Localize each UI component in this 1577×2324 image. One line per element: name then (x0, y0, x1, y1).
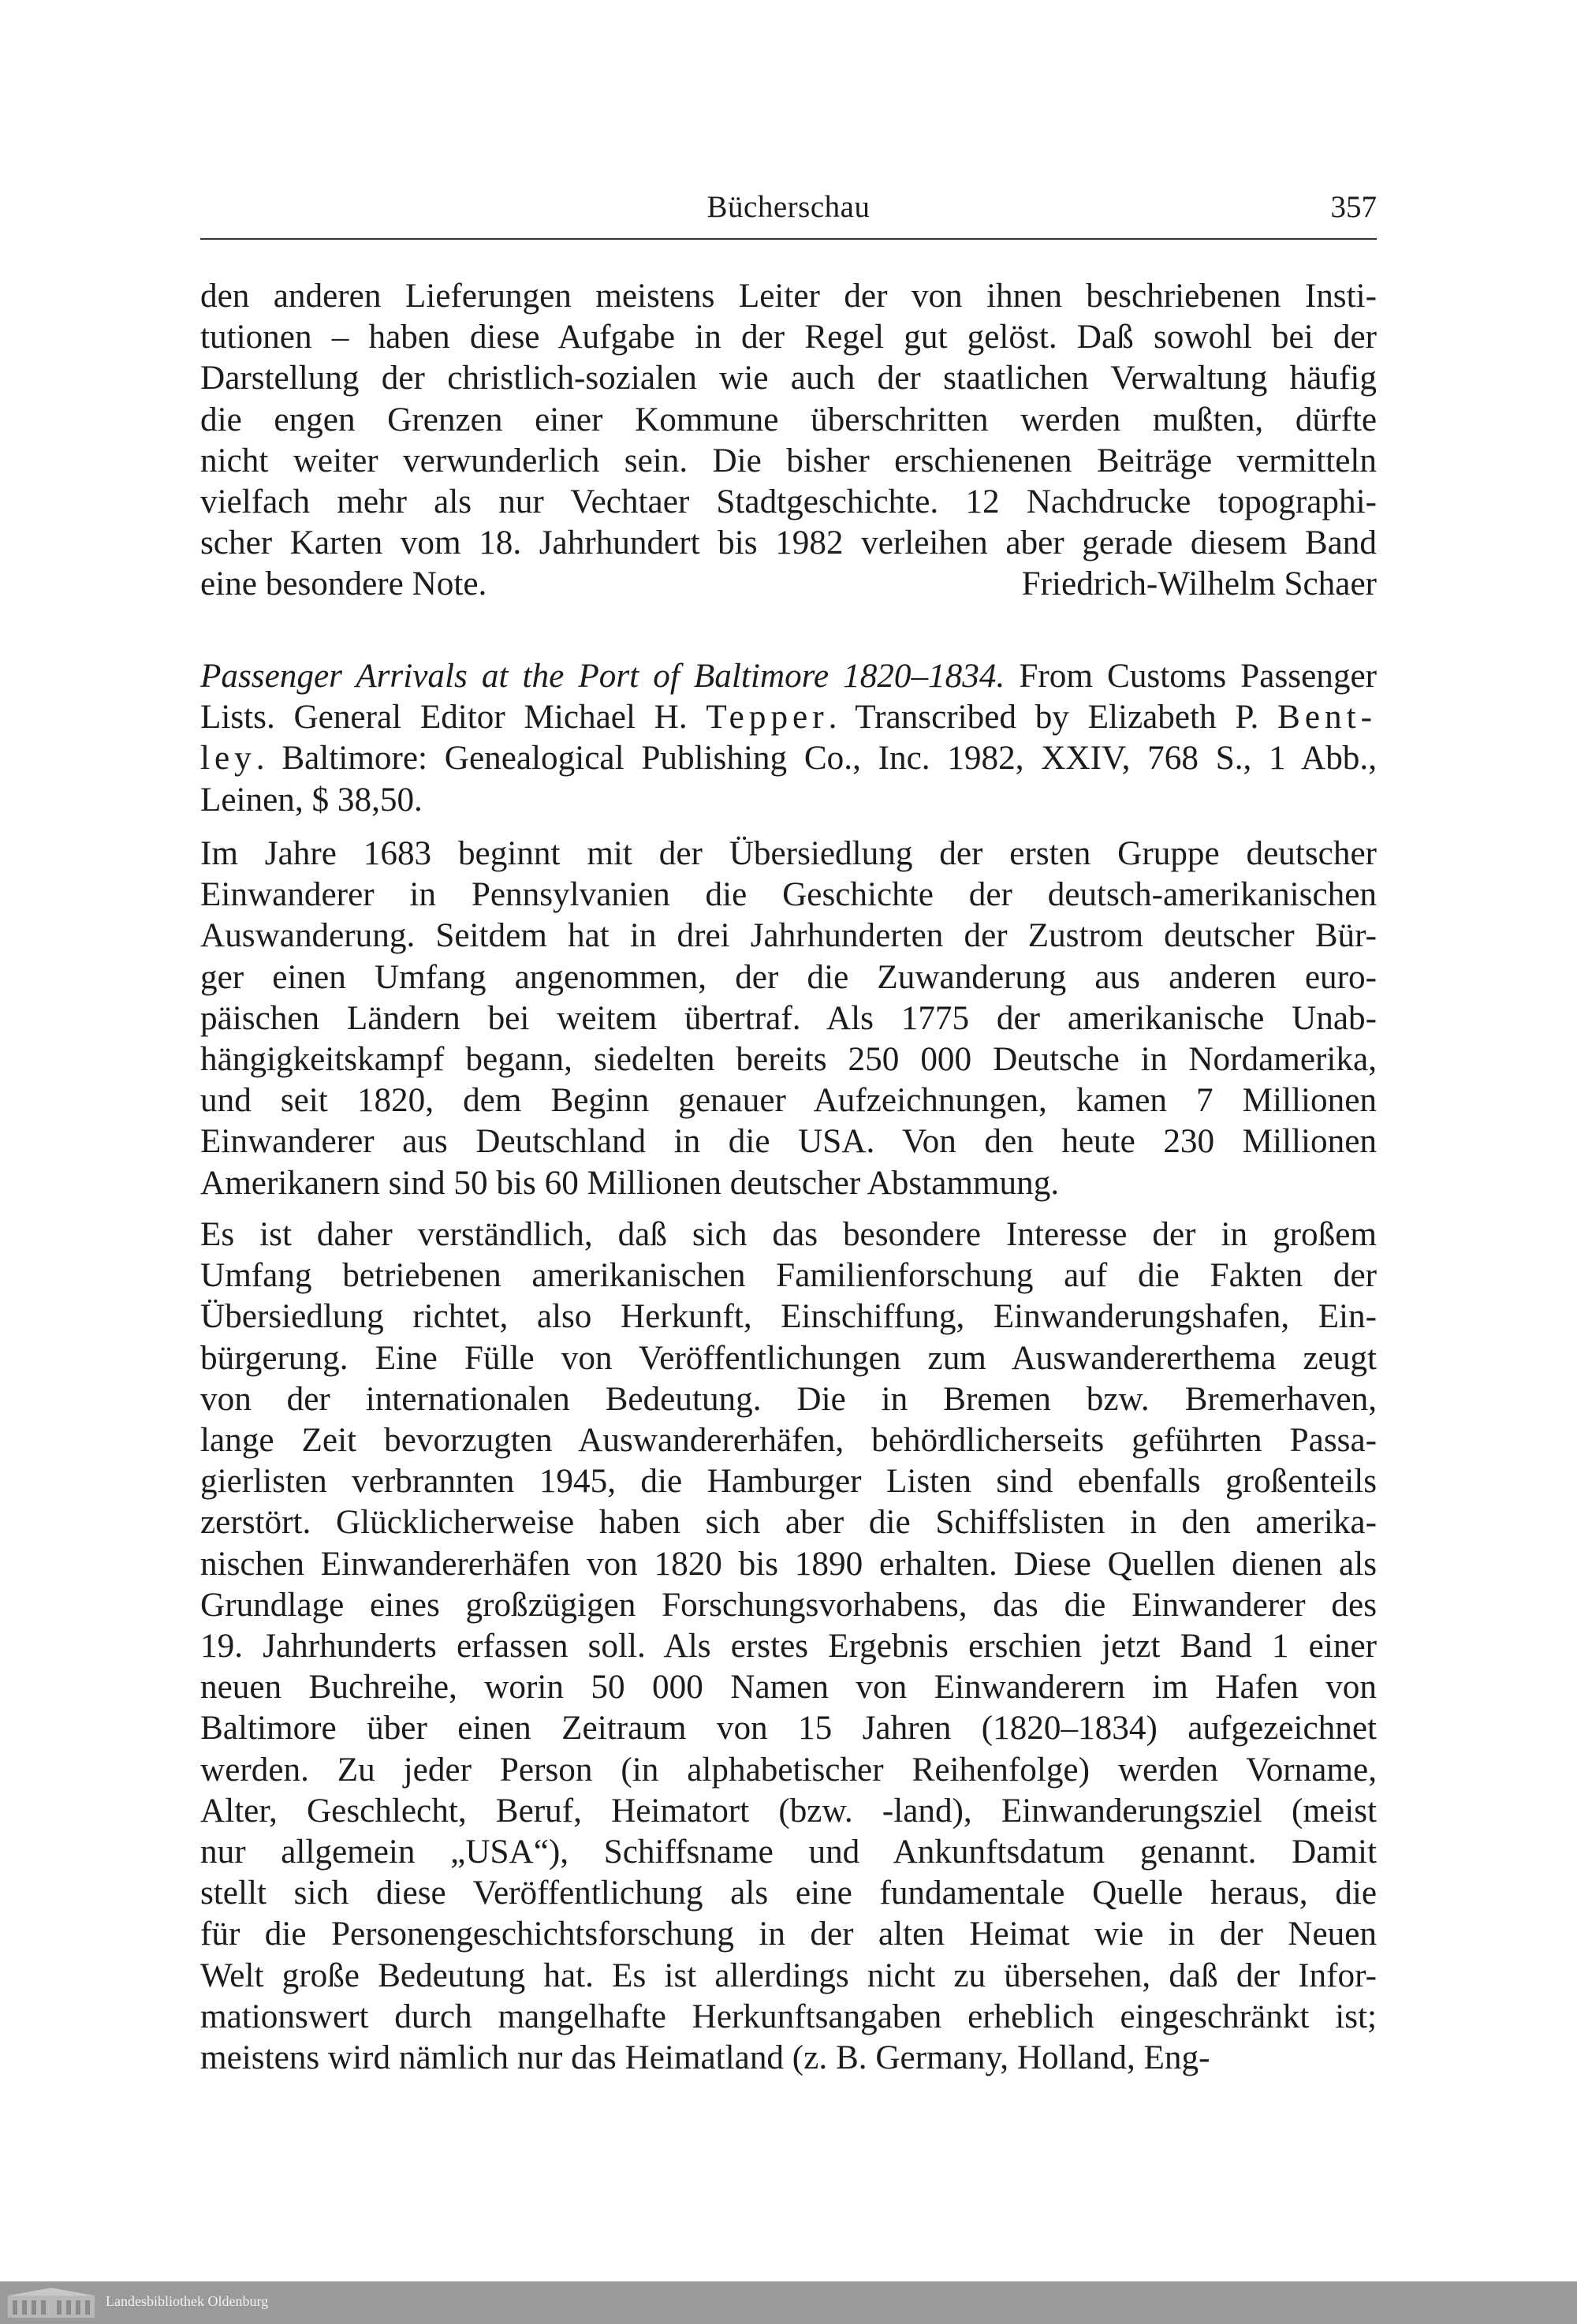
page (200, 185, 1377, 233)
text-line: bürgerung. Eine Fülle von Veröffentlichungen zum Auswandererthema zeugt (200, 1339, 1377, 1377)
text-line: päischen Ländern bei weitem übertraf. Als 1775 der amerikanische Unab- (200, 999, 1377, 1037)
text-line: Einwanderer aus Deutschland in die USA. Von den heute 230 Millionen (200, 1123, 1377, 1161)
citation-line (200, 697, 1377, 738)
text-line: Umfang betriebenen amerikanischen Familienforschung auf die Fakten der (200, 1257, 1377, 1295)
text-line: scher Karten vom 18. Jahrhundert bis 1982 verleihen aber gerade diesem Band (200, 524, 1377, 562)
text-line: stellt sich diese Veröffentlichung als eine fundamentale Quelle heraus, die (200, 1874, 1377, 1912)
text-line: Auswanderung. Seitdem hat in drei Jahrhunderten der Zustrom deutscher Bür- (200, 917, 1377, 955)
citation-text: . Transcribed by Elizabeth P. (828, 699, 1278, 737)
citation-text: . Baltimore: Genealogical Publishing Co., Inc. 1982, XXIV, 768 S., 1 Abb., (255, 740, 1377, 778)
text-line: gierlisten verbrannten 1945, die Hamburger Listen sind ebenfalls großenteils (200, 1463, 1377, 1501)
text-line: Es ist daher verständlich, daß sich das besondere Interesse der in großem (200, 1216, 1377, 1253)
review-paragraph-2 (200, 1214, 1377, 2079)
text-line: Baltimore über einen Zeitraum von 15 Jahren (1820–1834) aufgezeichnet (200, 1710, 1377, 1748)
text-line: nicht weiter verwunderlich sein. Die bisher erschienenen Beiträge vermitteln (200, 442, 1377, 479)
continuation-paragraph (200, 276, 1377, 606)
text-line: lange Zeit bevorzugten Auswandererhäfen, behördlicherseits geführten Passa- (200, 1422, 1377, 1460)
transcriber-surname: Bent- (1277, 699, 1377, 737)
editor-surname: Tepper (706, 699, 829, 737)
text-line: Im Jahre 1683 beginnt mit der Übersiedlung der ersten Gruppe deutscher (200, 835, 1377, 872)
text-line: Übersiedlung richtet, also Herkunft, Einschiffung, Einwanderungshafen, Ein- (200, 1298, 1377, 1336)
library-building-icon (8, 2288, 95, 2318)
reviewer-signature: Friedrich-Wilhelm Schaer (1021, 565, 1377, 603)
text-line: 19. Jahrhunderts erfassen soll. Als erstes Ergebnis erschien jetzt Band 1 einer (200, 1628, 1377, 1666)
header-rule (200, 238, 1377, 240)
text-line: Welt große Bedeutung hat. Es ist allerdings nicht zu übersehen, daß der Infor- (200, 1957, 1377, 1994)
book-citation (200, 656, 1377, 821)
text-line: und seit 1820, dem Beginn genauer Aufzeichnungen, kamen 7 Millionen (200, 1082, 1377, 1120)
transcriber-surname: ley (200, 740, 256, 778)
text-line: ger einen Umfang angenommen, der die Zuwanderung aus anderen euro- (200, 958, 1377, 996)
text-line: eine besondere Note. (200, 565, 487, 603)
review-paragraph-1 (200, 834, 1377, 1204)
text-line: nischen Einwandererhäfen von 1820 bis 1890 erhalten. Diese Quellen dienen als (200, 1545, 1377, 1583)
text-line: die engen Grenzen einer Kommune überschritten werden mußten, dürfte (200, 401, 1377, 438)
text-line: Amerikanern sind 50 bis 60 Millionen deutscher Abstammung. (200, 1164, 1060, 1202)
text-line: für die Personengeschichtsforschung in der alten Heimat wie in der Neuen (200, 1916, 1377, 1953)
citation-line (200, 738, 1377, 779)
text-line: tutionen – haben diese Aufgabe in der Regel gut gelöst. Daß sowohl bei der (200, 319, 1377, 356)
text-line: mationswert durch mangelhafte Herkunftsangaben erheblich eingeschränkt ist; (200, 1998, 1377, 2035)
book-title: Passenger Arrivals at the Port of Baltimore 1820–1834. (200, 658, 1005, 695)
page-number: 357 (1330, 190, 1377, 224)
text-line: nur allgemein „USA“), Schiffsname und Ankunftsdatum genannt. Damit (200, 1833, 1377, 1871)
library-footer (0, 2281, 1577, 2324)
text-line: Grundlage eines großzügigen Forschungsvorhabens, das die Einwanderer des (200, 1586, 1377, 1624)
citation-text: Lists. General Editor Michael H. (200, 699, 706, 737)
citation-line: Leinen, $ 38,50. (200, 781, 423, 819)
citation-line (200, 656, 1377, 697)
text-line: Alter, Geschlecht, Beruf, Heimatort (bzw. -land), Einwanderungsziel (meist (200, 1792, 1377, 1830)
text-line: Einwanderer in Pennsylvanien die Geschichte der deutsch-amerikanischen (200, 876, 1377, 914)
text-line: den anderen Lieferungen meistens Leiter der von ihnen beschriebenen Insti- (200, 278, 1377, 315)
library-name: Landesbibliothek Oldenburg (106, 2293, 269, 2309)
text-line: Darstellung der christlich-sozialen wie auch der staatlichen Verwaltung häufig (200, 360, 1377, 397)
text-line: werden. Zu jeder Person (in alphabetischer Reihenfolge) werden Vorname, (200, 1751, 1377, 1789)
citation-text: From Customs Passenger (1005, 658, 1377, 695)
text-line: zerstört. Glücklicherweise haben sich aber die Schiffslisten in den amerika- (200, 1504, 1377, 1542)
text-line: vielfach mehr als nur Vechtaer Stadtgeschichte. 12 Nachdrucke topographi- (200, 483, 1377, 521)
running-head-title: Bücherschau (706, 190, 871, 224)
running-head (200, 185, 1377, 233)
text-line: hängigkeitskampf begann, siedelten bereits 250 000 Deutsche in Nordamerika, (200, 1041, 1377, 1079)
text-line: meistens wird nämlich nur das Heimatland (z. B. Germany, Holland, Eng- (200, 2039, 1210, 2077)
text-line: neuen Buchreihe, worin 50 000 Namen von Einwanderern im Hafen von (200, 1669, 1377, 1707)
text-line: von der internationalen Bedeutung. Die in Bremen bzw. Bremerhaven, (200, 1380, 1377, 1418)
signature-line (200, 564, 1377, 605)
